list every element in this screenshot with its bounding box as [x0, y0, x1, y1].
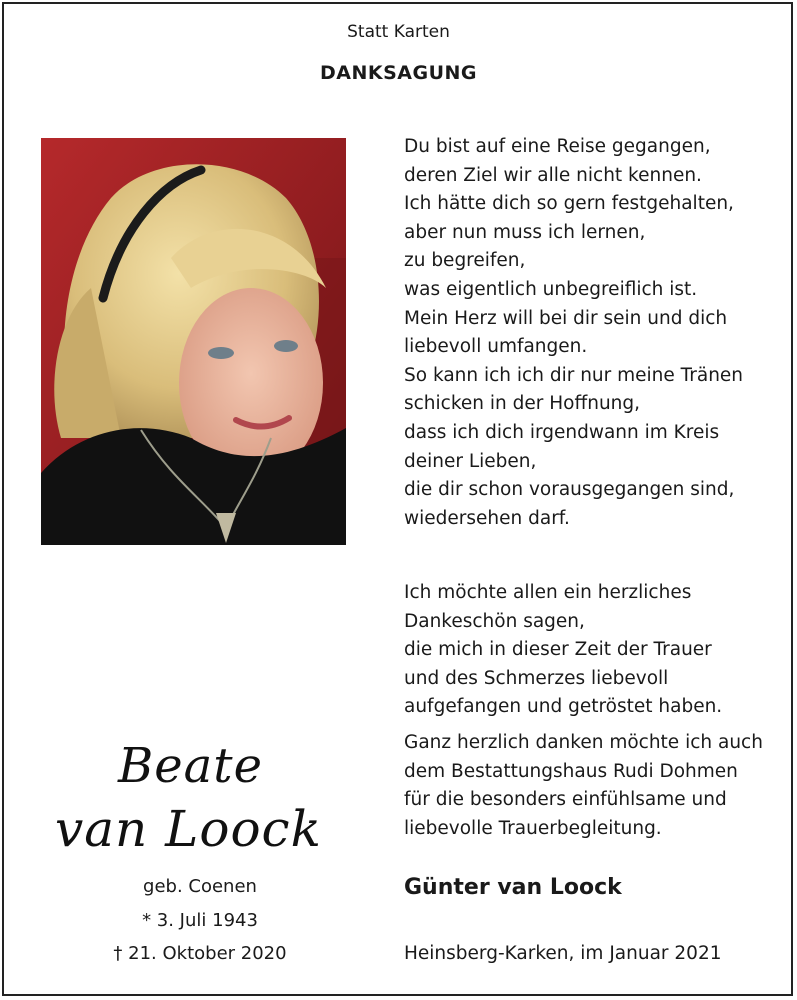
deceased-first-name: Beate — [118, 738, 263, 794]
thanks-line: Ich möchte allen ein herzliches — [404, 582, 692, 603]
poem-text — [404, 133, 743, 533]
poem-line: schicken in der Hoffnung, — [404, 393, 641, 415]
poem-line: wiedersehen darf. — [404, 507, 570, 529]
poem-line: aber nun muss ich lernen, — [404, 221, 646, 243]
poem-line: was eigentlich unbegreiflich ist. — [404, 278, 698, 300]
thanks-line: liebevolle Trauerbegleitung. — [404, 817, 662, 839]
poem-line: die dir schon vorausgegangen sind, — [404, 479, 735, 501]
thanks-line: Dankeschön sagen, — [404, 610, 585, 632]
poem-line: Du bist auf eine Reise gegangen, — [404, 136, 711, 157]
death-date: † 21. Oktober 2020 — [113, 943, 287, 964]
poem-line: dass ich dich irgendwann im Kreis — [404, 421, 720, 443]
portrait-photo — [41, 138, 346, 545]
thanks-line: die mich in dieser Zeit der Trauer — [404, 639, 712, 661]
birth-date: * 3. Juli 1943 — [142, 910, 258, 931]
poem-line: Ich hätte dich so gern festgehalten, — [404, 193, 734, 215]
poem-line: zu begreifen, — [404, 250, 526, 272]
maiden-name: geb. Coenen — [143, 876, 257, 897]
thanks-line: dem Bestattungshaus Rudi Dohmen — [404, 760, 738, 782]
thanks-line: und des Schmerzes liebevoll — [404, 667, 669, 689]
poem-line: Mein Herz will bei dir sein und dich — [404, 307, 728, 329]
place-date: Heinsberg-Karken, im Januar 2021 — [404, 943, 722, 964]
page-title: DANKSAGUNG — [319, 62, 477, 84]
poem-line: liebevoll umfangen. — [404, 336, 588, 358]
thanks-undertaker-text — [404, 729, 763, 843]
thanks-line: aufgefangen und getröstet haben. — [404, 696, 723, 718]
deceased-last-name: van Loock — [55, 800, 322, 858]
poem-line: So kann ich ich dir nur meine Tränen — [404, 364, 744, 386]
thanks-line: Ganz herzlich danken möchte ich auch — [404, 732, 763, 753]
poem-line: deiner Lieben, — [404, 450, 537, 472]
signer-name: Günter van Loock — [404, 875, 622, 900]
kicker-text: Statt Karten — [347, 22, 450, 42]
thanks-line: für die besonders einfühlsame und — [404, 789, 727, 811]
poem-line: deren Ziel wir alle nicht kennen. — [404, 164, 702, 186]
thanks-text — [404, 579, 722, 722]
